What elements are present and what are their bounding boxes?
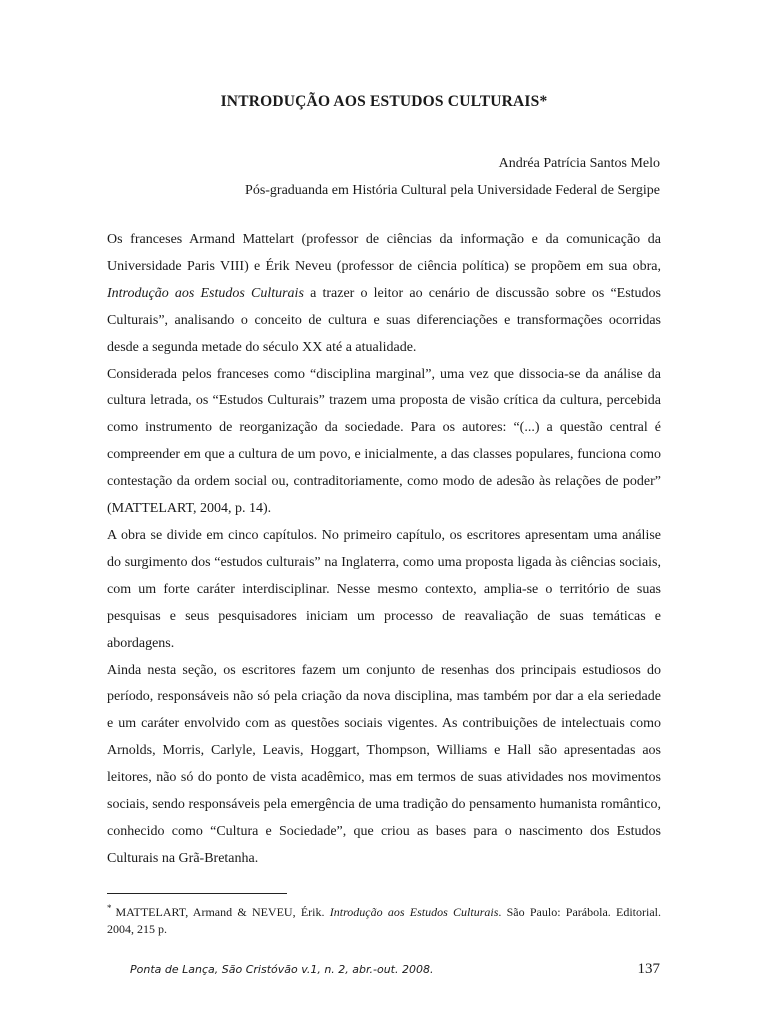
paragraph-2: Considerada pelos franceses como “disciplina marginal”, uma vez que dissocia-se da análise da cultura letrada, os “Estudos Culturais” trazem uma proposta de visão crítica da cultura, percebida como instrumento de reorganização da sociedade. Para os autores: “(...) a questão central é compreender em que a cultura de um povo, e inicialmente, a das classes populares, funciona como contestação da ordem social ou, contraditoriamente, como modo de adesão às relações de poder” (MATTELART, 2004, p. 14). xyxy=(107,366,661,517)
footnote-book-title: Introdução aos Estudos Culturais xyxy=(329,905,499,919)
author-block xyxy=(245,150,660,204)
article-title: INTRODUÇÃO AOS ESTUDOS CULTURAIS* xyxy=(220,93,548,110)
paragraph-4: Ainda nesta seção, os escritores fazem um conjunto de resenhas dos principais estudiosos do período, responsáveis não só pela criação da nova disciplina, mas também por dar a ela seriedade e um caráter envolvido com as questões sociais vigentes. As contribuições de intelectuais como Arnolds, Morris, Carlyle, Leavis, Hoggart, Thompson, Williams e Hall são apresentadas aos leitores, não só do ponto de vista acadêmico, mas em termos de suas atividades nos movimentos sociais, sendo responsáveis pela emergência de uma tradição do pensamento humanista romântico, conhecido como “Cultura e Sociedade”, que criou as bases para o nascimento dos Estudos Culturais na Grã-Bretanha. xyxy=(107,662,661,866)
footnote-text-a: MATTELART, Armand & NEVEU, Érik. xyxy=(115,905,330,919)
journal-citation: Ponta de Lança, São Cristóvão v.1, n. 2, abr.-out. 2008. xyxy=(130,963,434,976)
footnote-text-b: . São Paulo: Parábola. Editorial. 2004, 215 p. xyxy=(107,905,662,936)
page-number: 137 xyxy=(637,961,660,977)
author-affiliation: Pós-graduanda em História Cultural pela Universidade Federal de Sergipe xyxy=(245,183,660,198)
footnote-divider xyxy=(107,893,287,894)
paragraph-1-text-a: Os franceses Armand Mattelart (professor de ciências da informação e da comunicação da Universidade Paris VIII) e Érik Neveu (professor de ciência política) se propõem em sua obra, xyxy=(107,232,661,274)
footnote xyxy=(107,900,661,938)
article-body xyxy=(107,227,661,873)
paragraph-3: A obra se divide em cinco capítulos. No primeiro capítulo, os escritores apresentam uma análise do surgimento dos “estudos culturais” na Inglaterra, como uma proposta ligada às ciências sociais, com um forte caráter interdisciplinar. Nesse mesmo contexto, amplia-se o território de suas pesquisas e seus pesquisadores iniciam um processo de reavaliação de suas temáticas e abordagens. xyxy=(107,527,661,651)
paragraph-1-text-b: a trazer o leitor ao cenário de discussão sobre os “Estudos Culturais”, analisando o conceito de cultura e suas diferenciações e transformações ocorridas desde a segunda metade do século XX até a atualidade. xyxy=(107,285,661,355)
paragraph-1 xyxy=(107,227,661,362)
footnote-marker: * xyxy=(107,903,112,913)
author-name: Andréa Patrícia Santos Melo xyxy=(498,156,660,171)
book-title-italic: Introdução aos Estudos Culturais xyxy=(107,285,304,301)
